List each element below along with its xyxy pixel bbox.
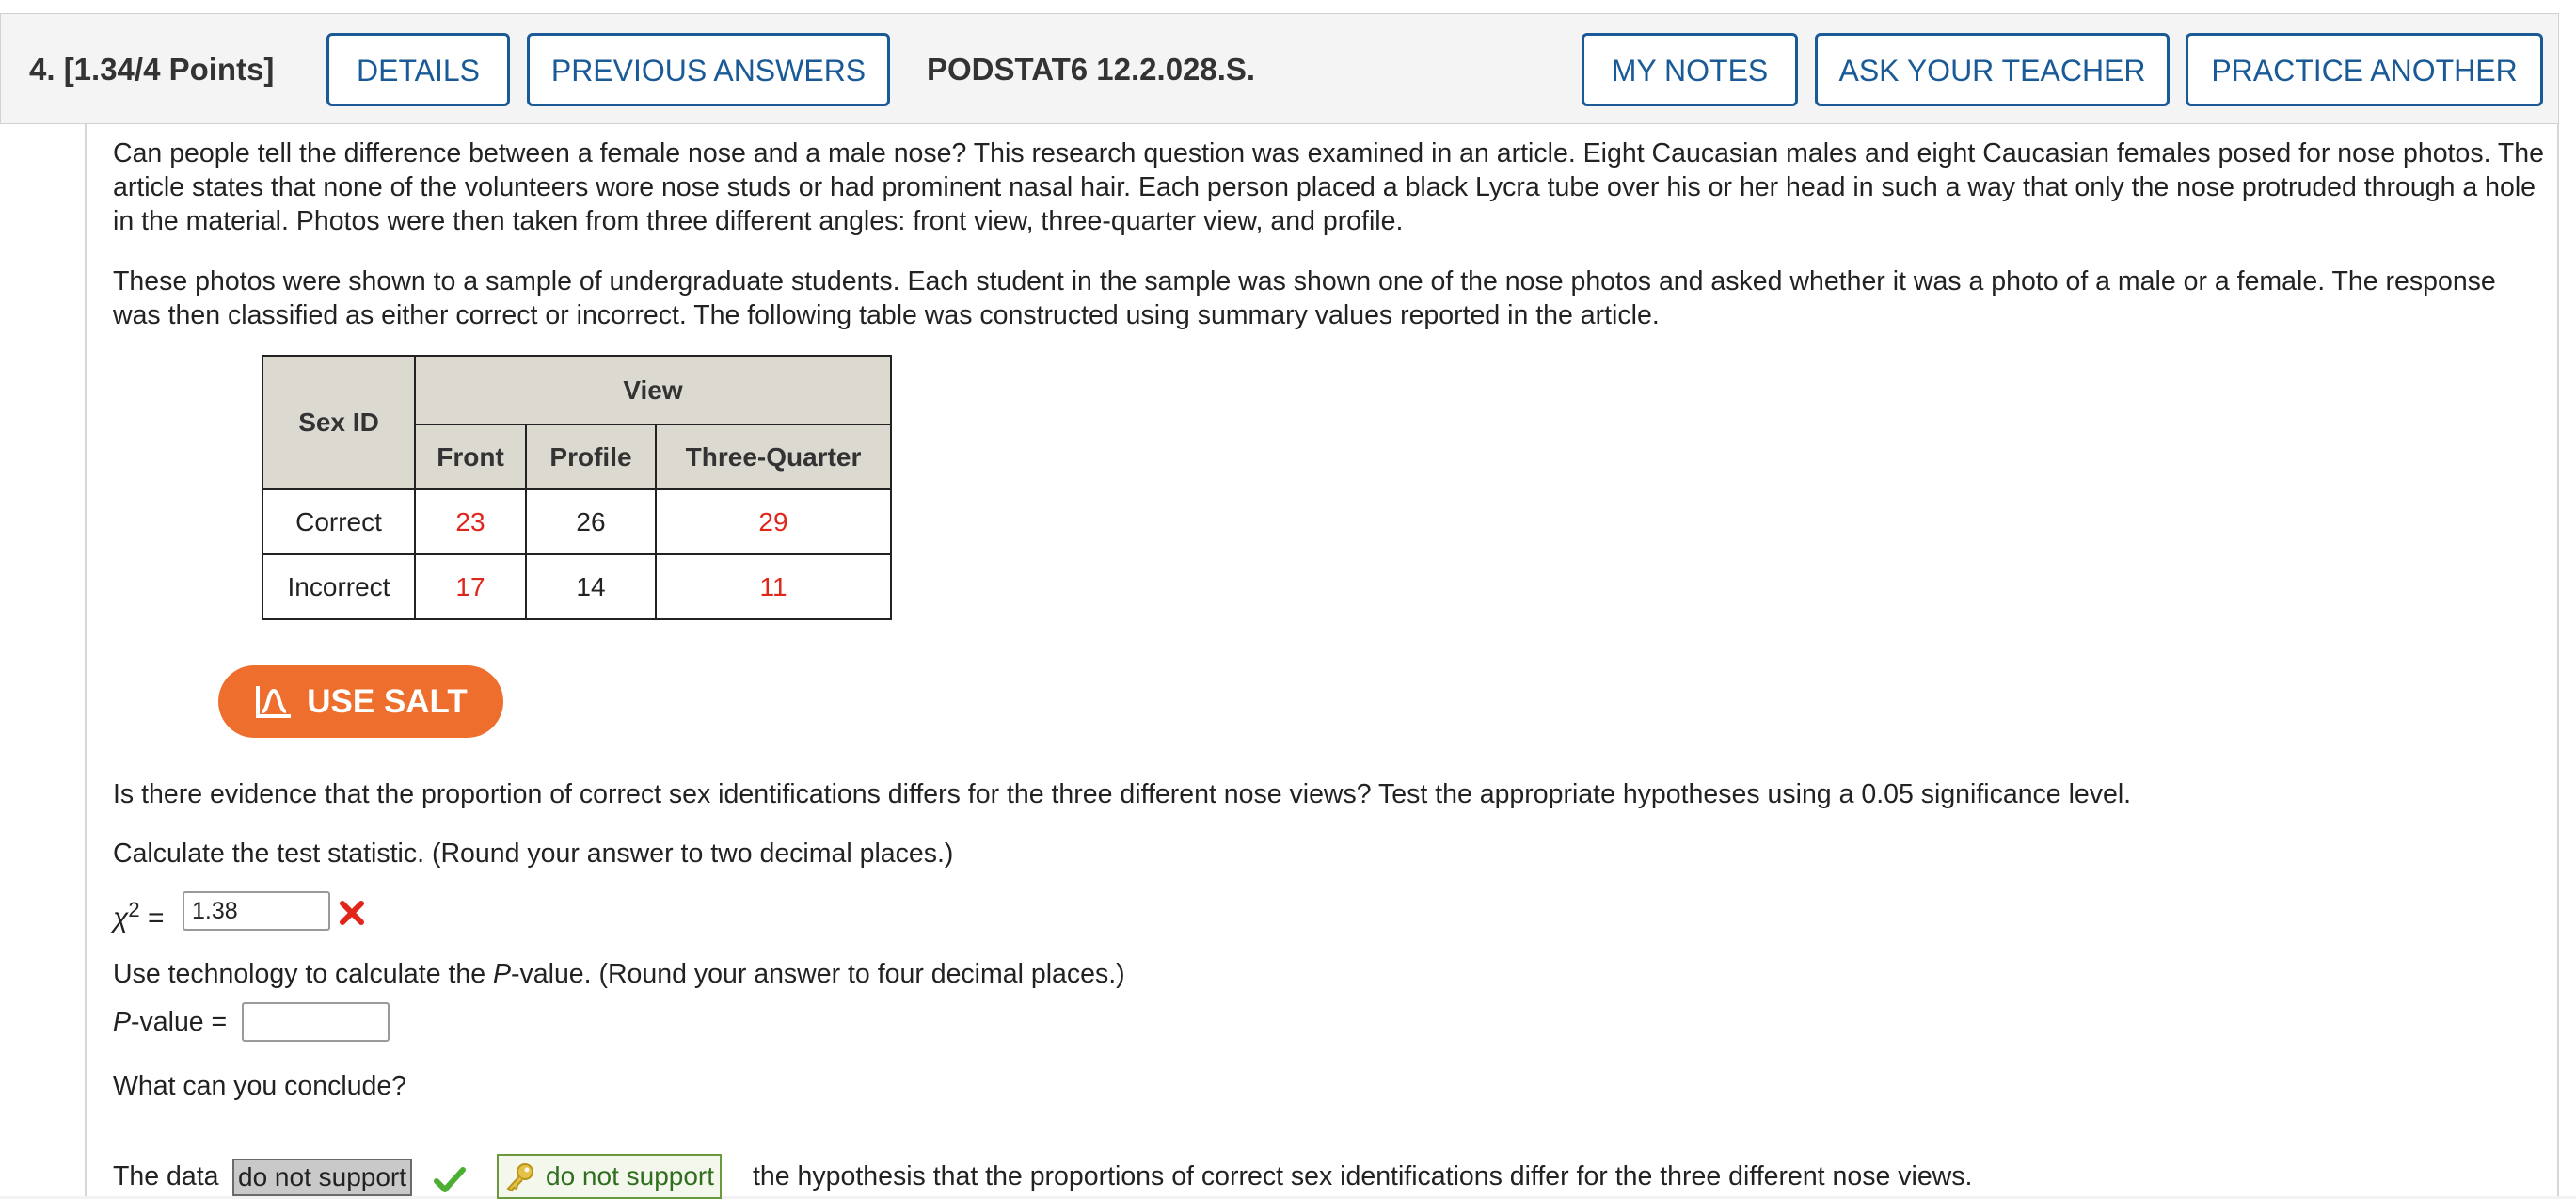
p-value-instruction xyxy=(113,957,1125,991)
p-value-label xyxy=(113,1005,227,1039)
question-label: 4. [1.34/4 Points] xyxy=(29,52,275,87)
ask-your-teacher-button[interactable]: ASK YOUR TEACHER xyxy=(1815,33,2170,106)
column-header-three-quarter: Three-Quarter xyxy=(656,424,891,489)
cell-correct-front: 23 xyxy=(415,489,526,554)
correct-check-icon xyxy=(433,1164,467,1196)
details-button[interactable]: DETAILS xyxy=(326,33,510,106)
chi-symbol: χ xyxy=(113,903,129,934)
my-notes-button[interactable]: MY NOTES xyxy=(1582,33,1798,106)
answer-key-box xyxy=(497,1154,722,1199)
problem-code: PODSTAT6 12.2.028.S. xyxy=(927,52,1256,87)
intro-paragraph-2: These photos were shown to a sample of undergraduate students. Each student in the sample was shown one of the nose photos and asked whether it was a photo of a male or a female. The response was then classified as either correct or incorrect. The following table was constructed using summary values reported in the article. xyxy=(113,266,2496,330)
test-statistic-instruction: Calculate the test statistic. (Round your answer to two decimal places.) xyxy=(113,839,954,869)
chi-square-label xyxy=(113,893,165,935)
table-row xyxy=(262,489,891,554)
p-value-instruction-after: -value. (Round your answer to four decimal places.) xyxy=(511,959,1125,989)
cell-correct-three-quarter: 29 xyxy=(656,489,891,554)
previous-answers-button[interactable]: PREVIOUS ANSWERS xyxy=(527,33,890,106)
cell-incorrect-front: 17 xyxy=(415,554,526,619)
chi-equals: = xyxy=(147,903,165,934)
practice-another-button[interactable]: PRACTICE ANOTHER xyxy=(2186,33,2543,106)
use-salt-button[interactable] xyxy=(218,665,503,738)
cell-incorrect-three-quarter: 11 xyxy=(656,554,891,619)
row-label-incorrect: Incorrect xyxy=(262,554,415,619)
incorrect-x-icon xyxy=(337,898,367,928)
key-icon xyxy=(504,1162,536,1192)
p-value-instruction-p: P xyxy=(493,959,512,989)
column-header-front: Front xyxy=(415,424,526,489)
question-body xyxy=(85,124,2559,1196)
cell-incorrect-profile: 14 xyxy=(526,554,656,619)
conclude-prompt: What can you conclude? xyxy=(113,1071,407,1101)
conclusion-prefix: The data xyxy=(113,1161,219,1191)
use-salt-label: USE SALT xyxy=(307,682,468,720)
conclusion-suffix: the hypothesis that the proportions of correct sex identifications differ for the three different nose views. xyxy=(753,1161,1973,1191)
chi-exponent: 2 xyxy=(128,898,140,921)
p-value-instruction-before: Use technology to calculate the xyxy=(113,959,493,989)
question-header xyxy=(0,13,2559,124)
table-row xyxy=(262,554,891,619)
p-value-input[interactable] xyxy=(242,1002,390,1042)
chi-square-input[interactable]: 1.38 xyxy=(183,891,330,931)
question-prompt: Is there evidence that the proportion of correct sex identifications differs for the three different nose views? Test the appropriate hypotheses using a 0.05 significance level. xyxy=(113,779,2132,809)
p-value-label-p: P xyxy=(113,1007,132,1037)
p-value-label-rest: -value = xyxy=(131,1007,228,1037)
view-header-cell: View xyxy=(415,356,891,424)
conclusion-select[interactable]: do not support xyxy=(232,1159,412,1196)
intro-paragraph-1: Can people tell the difference between a female nose and a male nose? This research question was examined in an article. Eight Caucasian males and eight Caucasian females posed for nose photos. The article states that none of the volunteers wore nose studs or had prominent nasal hair. Each person placed a black Lycra tube over his or her head in such a way that only the nose protruded through a hole in the material. Photos were then taken from three different angles: front view, three-quarter view, and profile. xyxy=(113,138,2545,236)
answer-key-text: do not support xyxy=(546,1161,715,1191)
cell-correct-profile: 26 xyxy=(526,489,656,554)
data-table xyxy=(262,355,892,620)
column-header-profile: Profile xyxy=(526,424,656,489)
row-header-cell: Sex ID xyxy=(262,356,415,489)
row-label-correct: Correct xyxy=(262,489,415,554)
salt-chart-icon xyxy=(254,683,294,721)
